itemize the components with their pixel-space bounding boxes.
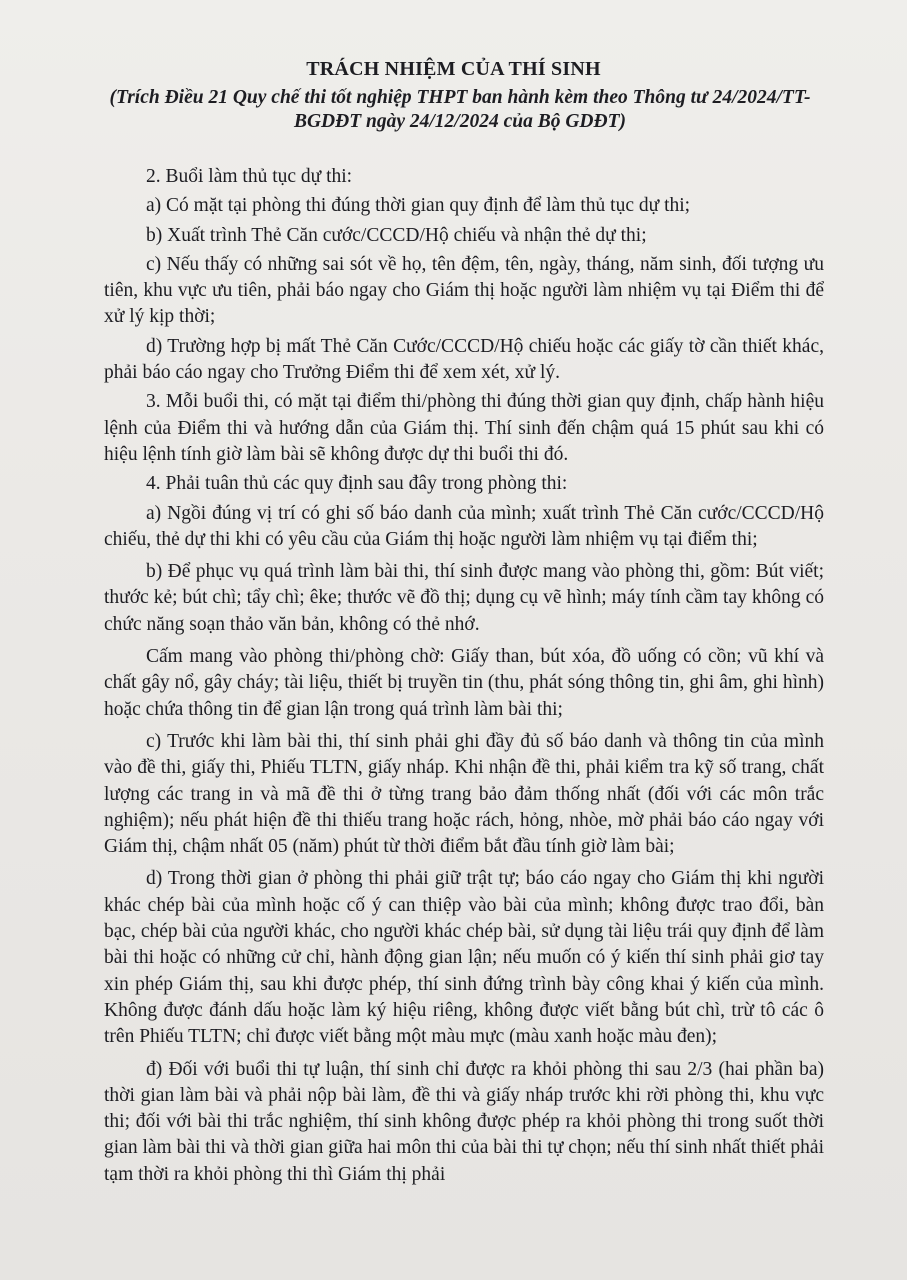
- paragraph: a) Có mặt tại phòng thi đúng thời gian quy định để làm thủ tục dự thi;: [146, 195, 691, 217]
- paragraph: a) Ngồi đúng vị trí có ghi số báo danh của mình; xuất trình Thẻ Căn cước/CCCD/Hộ chiếu, thẻ dự thi khi có yêu cầu của Giám thị hoặc người làm nhiệm vụ tại điểm thi;: [104, 502, 824, 550]
- paragraph: 4. Phải tuân thủ các quy định sau đây trong phòng thi:: [146, 473, 568, 495]
- paragraph: b) Để phục vụ quá trình làm bài thi, thí sinh được mang vào phòng thi, gồm: Bút viết; thước kẻ; bút chì; tẩy chì; êke; thước vẽ đồ thị; dụng cụ vẽ hình; máy tính cầm tay không có chức năng soạn thảo văn bản, không có thẻ nhớ.: [104, 561, 824, 635]
- paragraph: d) Trong thời gian ở phòng thi phải giữ trật tự; báo cáo ngay cho Giám thị khi người khác chép bài của mình hoặc cố ý can thiệp vào bài của mình; không được trao đổi, bàn bạc, chép bài của người khác, cho người khác chép bài, sử dụng tài liệu trái quy định để làm bài thi hoặc có những cử chỉ, hành động gian lận; nếu muốn có ý kiến thí sinh phải giơ tay xin phép Giám thị, sau khi được phép, thí sinh đứng trình bày công khai ý kiến của mình. Không được đánh dấu hoặc làm ký hiệu riêng, không được viết bằng bút chì, trừ tô các ô trên Phiếu TLTN; chỉ được viết bằng một màu mực (màu xanh hoặc màu đen);: [104, 868, 824, 1048]
- document-body: [104, 164, 824, 1191]
- paragraph: 2. Buổi làm thủ tục dự thi:: [146, 166, 353, 187]
- paragraph: đ) Đối với buổi thi tự luận, thí sinh chỉ được ra khỏi phòng thi sau 2/3 (hai phần ba) thời gian làm bài và phải nộp bài làm, đề thi và giấy nháp trước khi rời phòng thi, khu vực thi; đối với bài thi trắc nghiệm, thí sinh không được phép ra khỏi phòng thi trong suốt thời gian làm bài thi và thời gian giữa hai môn thi của bài thi tự chọn; nếu thí sinh nhất thiết phải tạm thời ra khỏi phòng thi thì Giám thị phải: [104, 1058, 824, 1185]
- paragraph: b) Xuất trình Thẻ Căn cước/CCCD/Hộ chiếu và nhận thẻ dự thi;: [146, 224, 647, 246]
- paragraph: d) Trường hợp bị mất Thẻ Căn Cước/CCCD/Hộ chiếu hoặc các giấy tờ cần thiết khác, phải báo cáo ngay cho Trưởng Điểm thi để xem xét, xử lý.: [104, 335, 824, 384]
- paragraph: c) Nếu thấy có những sai sót về họ, tên đệm, tên, ngày, tháng, năm sinh, đối tượng ưu tiên, khu vực ưu tiên, phải báo ngay cho Giám thị hoặc người làm nhiệm vụ tại Điểm thi để xử lý kịp thời;: [104, 253, 824, 328]
- paragraph: Cấm mang vào phòng thi/phòng chờ: Giấy than, bút xóa, đồ uống có cồn; vũ khí và chất gây nổ, gây cháy; tài liệu, thiết bị truyền tin (thu, phát sóng thông tin, ghi âm, ghi hình) hoặc chứa thông tin để gian lận trong quá trình làm bài thi;: [104, 646, 824, 720]
- paragraph: 3. Mỗi buổi thi, có mặt tại điểm thi/phòng thi đúng thời gian quy định, chấp hành hiệu lệnh của Điểm thi và hướng dẫn của Giám thị. Thí sinh đến chậm quá 15 phút sau khi có hiệu lệnh tính giờ làm bài sẽ không được dự thi buổi thi đó.: [104, 391, 824, 465]
- document-title: TRÁCH NHIỆM CỦA THÍ SINH: [306, 58, 601, 80]
- document-subtitle: (Trích Điều 21 Quy chế thi tốt nghiệp THPT ban hành kèm theo Thông tư 24/2024/TT-BGDĐT ngày 24/12/2024 của Bộ GDĐT): [109, 87, 811, 132]
- paragraph: c) Trước khi làm bài thi, thí sinh phải ghi đầy đủ số báo danh và thông tin của mình vào đề thi, giấy thi, Phiếu TLTN, giấy nháp. Khi nhận đề thi, phải kiểm tra kỹ số trang, chất lượng các trang in và mã đề thi ở từng trang bảo đảm thống nhất (đối với các môn trắc nghiệm); nếu phát hiện đề thi thiếu trang hoặc rách, hỏng, nhòe, mờ phải báo cáo ngay với Giám thị, chậm nhất 05 (năm) phút từ thời điểm bắt đầu tính giờ làm bài;: [104, 730, 824, 858]
